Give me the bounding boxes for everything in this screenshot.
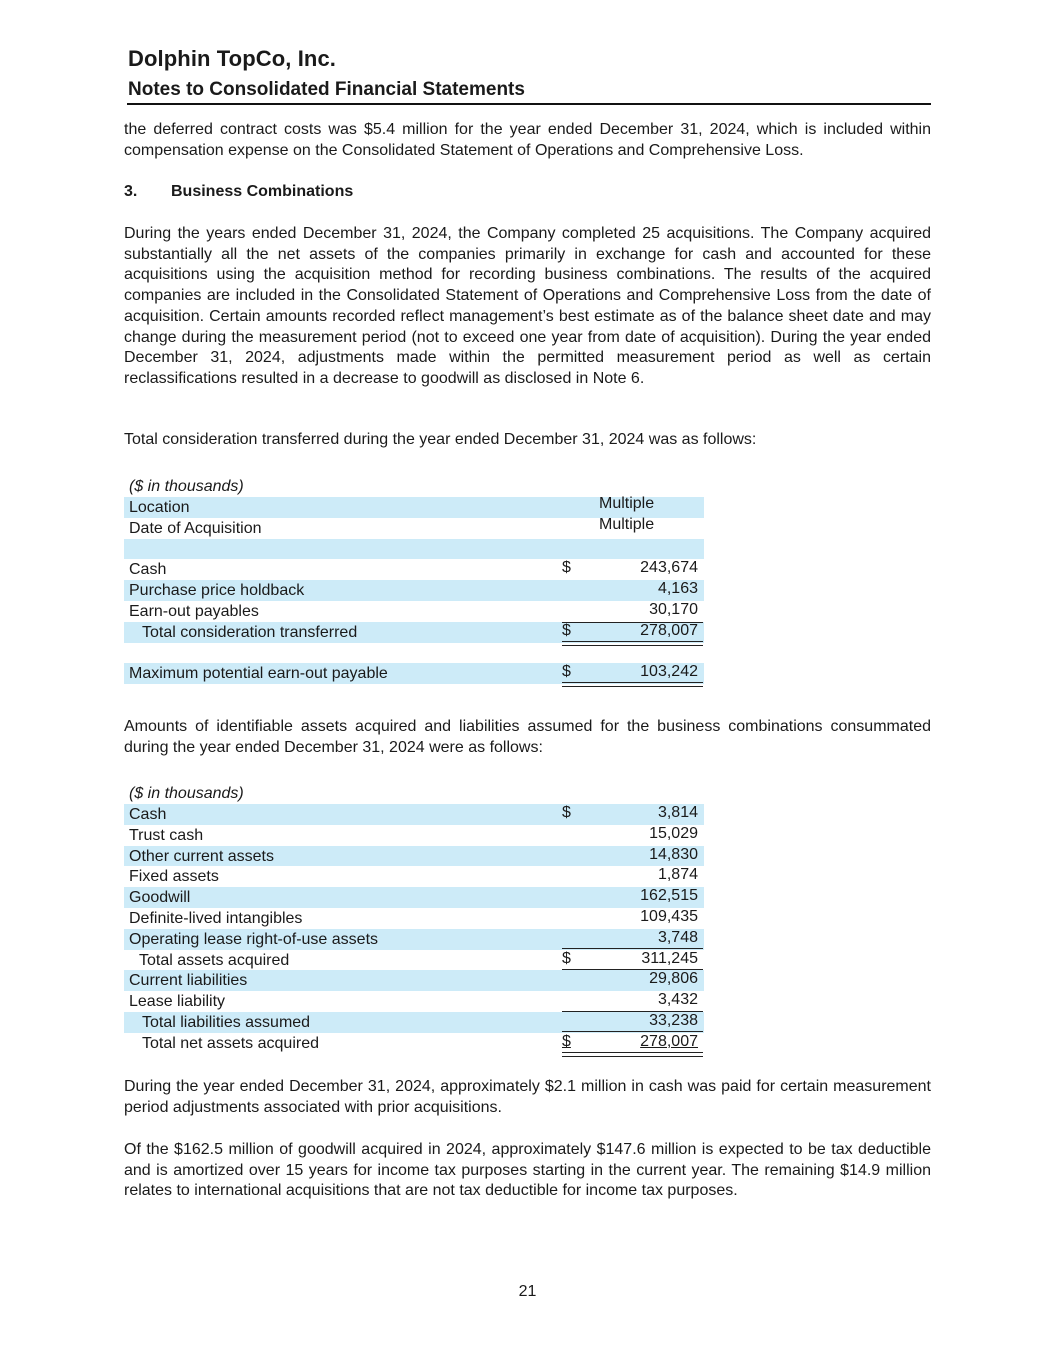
table-row [124, 580, 704, 601]
paragraph-assets-intro: Amounts of identifiable assets acquired and liabilities assumed for the business combinations consummated during the year ended December 31, 2024 were as follows: [124, 718, 931, 756]
row-value: 3,814 [657, 804, 698, 821]
paragraph-acquisitions: During the years ended December 31, 2024, the Company completed 25 acquisitions. The Company acquired substantially all the net assets of the companies primarily in exchange for cash and accounted for these acquisitions using the acquisition method for recording business combinations. The results of the acquired companies are included in the Consolidated Statement of Operations and Comprehensive Loss from the date of acquisition. Certain amounts recorded reflect management’s best estimate as of the balance sheet date and may change during the measurement period (not to exceed one year from date of acquisition). During the year ended December 31, 2024, adjustments made within the permitted measurement period as well as certain reclassifications resulted in a decrease to goodwill as disclosed in Note 6. [124, 225, 931, 387]
table-row [124, 991, 704, 1012]
dollar-sign: $ [562, 621, 571, 639]
row-value: 278,007 [640, 621, 698, 639]
row-label: Total assets acquired [139, 951, 290, 969]
row-label: Date of Acquisition [129, 519, 262, 537]
row-label: Total consideration transferred [142, 623, 358, 641]
row-value: 162,515 [640, 887, 698, 905]
table-row [124, 846, 704, 867]
row-value: 30,170 [649, 600, 698, 618]
row-label: Trust cash [129, 826, 204, 844]
row-label: Cash [129, 806, 167, 823]
row-label: Earn-out payables [129, 602, 259, 620]
row-value: 1,874 [657, 866, 698, 884]
table-row-total [124, 1033, 704, 1054]
paragraph-measurement-adjustments: During the year ended December 31, 2024, approximately $2.1 million in cash was paid for certain measurement period adjustments associated with prior acquisitions. [124, 1078, 931, 1116]
table-row-spacer [124, 539, 704, 560]
row-value: 29,806 [649, 970, 698, 988]
row-label: Total net assets acquired [142, 1034, 319, 1052]
row-label: Cash [129, 561, 167, 579]
section-heading [124, 183, 353, 201]
row-label: Total liabilities assumed [142, 1013, 311, 1031]
row-label: Goodwill [129, 889, 191, 907]
dollar-sign: $ [562, 804, 571, 821]
row-value: Multiple [599, 495, 655, 512]
table-row [124, 887, 704, 908]
dollar-sign: $ [562, 949, 571, 967]
row-label: Other current assets [129, 847, 274, 865]
row-value: 15,029 [649, 824, 698, 842]
table-units: ($ in thousands) [129, 785, 244, 802]
row-value: 103,242 [640, 663, 698, 681]
row-value: 109,435 [640, 907, 698, 925]
company-name: Dolphin TopCo, Inc. [128, 46, 337, 71]
row-value: 14,830 [649, 845, 698, 863]
section-title: Business Combinations [171, 183, 354, 200]
paragraph-goodwill-tax: Of the $162.5 million of goodwill acquired in 2024, approximately $147.6 million is expected to be tax deductible and is amortized over 15 years for income tax purposes starting in the current year. The remaining $14.9 million relates to international acquisitions that are not tax deductible for income tax purposes. [124, 1141, 931, 1200]
row-label: Purchase price holdback [129, 582, 305, 600]
table-row [124, 825, 704, 846]
paragraph-consideration-intro: Total consideration transferred during the year ended December 31, 2024 was as follows: [124, 431, 757, 448]
section-number: 3. [124, 183, 138, 200]
row-label: Fixed assets [129, 868, 219, 886]
double-rule [562, 1052, 703, 1057]
header-divider [127, 103, 931, 105]
row-label: Maximum potential earn-out payable [129, 665, 388, 683]
table-units: ($ in thousands) [129, 478, 244, 495]
row-label: Definite-lived intangibles [129, 909, 303, 927]
table-row [124, 515, 704, 539]
page-number: 21 [518, 1283, 537, 1300]
table-row-subtotal [124, 950, 704, 971]
table-row [124, 601, 704, 622]
table-row-subtotal [124, 1012, 704, 1033]
dollar-sign: $ [562, 559, 571, 577]
row-value: 33,238 [649, 1011, 698, 1029]
table-row [124, 804, 704, 825]
assets-acquired-table [124, 784, 704, 1054]
consideration-table [124, 477, 704, 684]
row-value: 3,432 [657, 991, 698, 1009]
row-label: Lease liability [129, 993, 226, 1011]
dollar-sign: $ [562, 1032, 571, 1050]
row-value: 278,007 [640, 1032, 698, 1050]
row-value: 311,245 [641, 949, 698, 967]
table-row [124, 559, 704, 580]
table-row [124, 929, 704, 950]
page-title: Notes to Consolidated Financial Statements [128, 79, 525, 100]
table-row-total [124, 663, 704, 684]
row-label: Operating lease right-of-use assets [129, 930, 379, 948]
row-value: 4,163 [657, 580, 698, 598]
table-row-total [124, 622, 704, 643]
row-value: Multiple [599, 515, 655, 533]
intro-paragraph: the deferred contract costs was $5.4 million for the year ended December 31, 2024, which is included within compensation expense on the Consolidated Statement of Operations and Comprehensive Loss. [124, 121, 931, 159]
double-rule [562, 682, 703, 687]
row-value: 3,748 [657, 928, 698, 946]
table-row [124, 970, 704, 991]
dollar-sign: $ [562, 663, 571, 681]
row-label: Current liabilities [129, 972, 248, 990]
table-row [124, 908, 704, 929]
table-row-spacer [124, 643, 704, 664]
row-label: Location [129, 499, 190, 516]
row-value: 243,674 [640, 559, 698, 577]
table-row [124, 866, 704, 887]
